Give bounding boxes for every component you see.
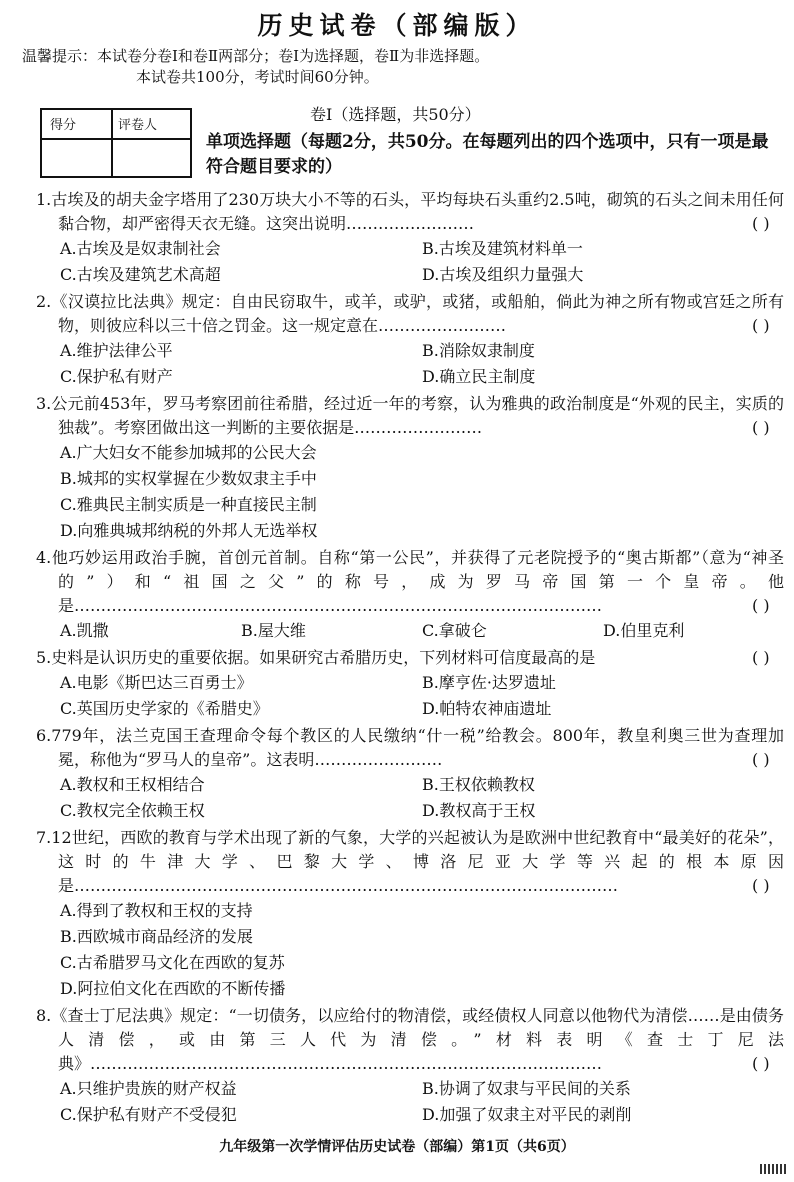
option-b[interactable]: B.消除奴隶制度 <box>422 341 535 360</box>
option-d[interactable]: D.阿拉伯文化在西欧的不断传播 <box>60 979 286 998</box>
option-d[interactable]: D.向雅典城邦纳税的外邦人无选举权 <box>60 521 318 540</box>
section-title: 卷Ⅰ（选择题，共50分） <box>310 105 481 124</box>
question-options <box>36 236 784 288</box>
option-b[interactable]: B.王权依赖教权 <box>422 775 535 794</box>
page-title: 历史试卷（部编版） <box>257 11 537 40</box>
option-a[interactable]: A.维护法律公平 <box>60 341 173 360</box>
option-c[interactable]: C.拿破仑 <box>422 621 487 640</box>
score-box-divider-vertical <box>111 110 113 176</box>
question-stem: 4.他巧妙运用政治手腕，首创元首制。自称“第一公民”，并获得了元老院授予的“奥古斯都”（意为“神圣的”）和“祖国之父”的称号，成为罗马帝国第一个皇帝。他是……………………………………………………………………………………… ( ) <box>36 548 784 615</box>
grader-label: 评卷人 <box>118 118 158 133</box>
tips-block <box>22 46 489 88</box>
option-d[interactable]: D.教权高于王权 <box>422 801 536 820</box>
option-c[interactable]: C.雅典民主制实质是一种直接民主制 <box>60 495 317 514</box>
option-c[interactable]: C.教权完全依赖王权 <box>60 801 205 820</box>
question-3 <box>36 392 784 544</box>
question-options <box>36 1076 784 1128</box>
option-a[interactable]: A.广大妇女不能参加城邦的公民大会 <box>60 443 317 462</box>
question-options <box>36 440 784 544</box>
instruction: 单项选择题（每题2分，共50分。在每题列出的四个选项中，只有一项是最符合题目要求的） <box>206 132 769 177</box>
option-a[interactable]: A.电影《斯巴达三百勇士》 <box>60 673 253 692</box>
question-options <box>36 670 784 722</box>
option-b[interactable]: B.摩亨佐·达罗遗址 <box>422 673 556 692</box>
question-options <box>36 772 784 824</box>
option-d[interactable]: D.帕特农神庙遗址 <box>422 699 552 718</box>
question-6 <box>36 724 784 824</box>
option-d[interactable]: D.伯里克利 <box>603 621 685 640</box>
question-options <box>36 618 784 644</box>
option-d[interactable]: D.加强了奴隶主对平民的剥削 <box>422 1105 632 1124</box>
option-a[interactable]: A.凯撒 <box>60 621 109 640</box>
option-b[interactable]: B.屋大维 <box>241 621 306 640</box>
question-4 <box>36 546 784 644</box>
question-7 <box>36 826 784 1002</box>
question-options <box>36 338 784 390</box>
option-c[interactable]: C.英国历史学家的《希腊史》 <box>60 699 269 718</box>
question-8 <box>36 1004 784 1128</box>
page-footer: 九年级第一次学情评估历史试卷（部编）第1页（共6页） <box>219 1139 575 1155</box>
question-list <box>36 188 784 1130</box>
option-a[interactable]: A.教权和王权相结合 <box>60 775 205 794</box>
question-stem: 3.公元前453年，罗马考察团前往希腊，经过近一年的考察，认为雅典的政治制度是“外观的民主，实质的独裁”。考察团做出这一判断的主要依据是…………………… ( ) <box>36 394 784 437</box>
tips-line-1: 温馨提示：本试卷分卷Ⅰ和卷Ⅱ两部分；卷Ⅰ为选择题，卷Ⅱ为非选择题。 <box>22 47 490 65</box>
option-d[interactable]: D.确立民主制度 <box>422 367 536 386</box>
question-1 <box>36 188 784 288</box>
question-stem: 6.779年，法兰克国王查理命令每个教区的人民缴纳“什一税”给教会。800年，教皇利奥三世为查理加冕，称他为“罗马人的皇帝”。这表明…………………… ( ) <box>36 726 784 769</box>
tips-line-2: 本试卷共100分，考试时间60分钟。 <box>136 68 379 86</box>
question-stem: 7.12世纪，西欧的教育与学术出现了新的气象，大学的兴起被认为是欧洲中世纪教育中“最美好的花朵”，这时的牛津大学、巴黎大学、博洛尼亚大学等兴起的根本原因是………………………………………………………………………………………… ( ) <box>36 828 784 895</box>
question-2 <box>36 290 784 390</box>
question-stem: 2.《汉谟拉比法典》规定：自由民窃取牛，或羊，或驴，或猪，或船舶，倘此为神之所有物或宫廷之所有物，则彼应科以三十倍之罚金。这一规定意在…………………… ( ) <box>36 292 784 335</box>
option-c[interactable]: C.保护私有财产不受侵犯 <box>60 1105 237 1124</box>
score-label: 得分 <box>50 118 77 133</box>
option-c[interactable]: C.古埃及建筑艺术高超 <box>60 265 221 284</box>
question-5 <box>36 646 784 722</box>
question-options <box>36 898 784 1002</box>
question-stem: 1.古埃及的胡夫金字塔用了230万块大小不等的石头，平均每块石头重约2.5吨，砌筑的石头之间未用任何黏合物，却严密得天衣无缝。这突出说明…………………… ( ) <box>36 190 784 233</box>
option-b[interactable]: B.西欧城市商品经济的发展 <box>60 927 253 946</box>
option-c[interactable]: C.保护私有财产 <box>60 367 173 386</box>
option-d[interactable]: D.古埃及组织力量强大 <box>422 265 584 284</box>
option-c[interactable]: C.古希腊罗马文化在西欧的复苏 <box>60 953 285 972</box>
option-b[interactable]: B.城邦的实权掌握在少数奴隶主手中 <box>60 469 317 488</box>
option-a[interactable]: A.古埃及是奴隶制社会 <box>60 239 221 258</box>
question-stem: 5.史料是认识历史的重要依据。如果研究古希腊历史，下列材料可信度最高的是 ( ) <box>36 648 770 667</box>
option-a[interactable]: A.只维护贵族的财产权益 <box>60 1079 237 1098</box>
option-b[interactable]: B.古埃及建筑材料单一 <box>422 239 583 258</box>
option-b[interactable]: B.协调了奴隶与平民间的关系 <box>422 1079 631 1098</box>
option-a[interactable]: A.得到了教权和王权的支持 <box>60 901 253 920</box>
score-box-divider-horizontal <box>42 138 190 140</box>
question-stem: 8.《查士丁尼法典》规定：“一切债务，以应给付的物清偿，或经债权人同意以他物代为清偿……是由债务人清偿，或由第三人代为清偿。”材料表明《查士丁尼法典》…………………………………………………………………………………… ( ) <box>36 1006 784 1073</box>
score-box <box>40 108 192 178</box>
barcode-icon <box>760 1164 786 1174</box>
